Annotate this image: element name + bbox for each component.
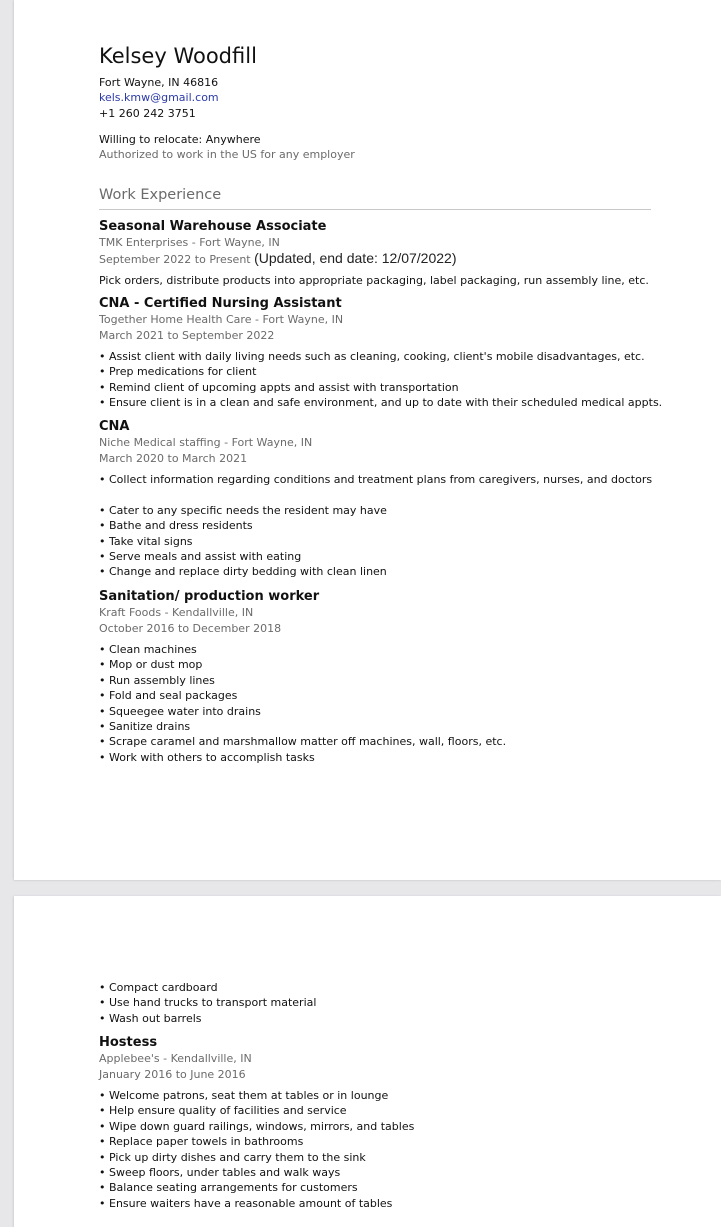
job-entry [99, 419, 689, 580]
job-entry [99, 589, 689, 765]
job-entry-continued [99, 980, 689, 1026]
job-location: Fort Wayne, IN [262, 313, 344, 326]
job-employer: Applebee's [99, 1052, 160, 1065]
job-bullets [99, 642, 689, 765]
list-item: • Wash out barrels [99, 1011, 689, 1026]
job-dates: January 2016 to June 2016 [99, 1067, 246, 1081]
section-divider [99, 209, 651, 210]
list-item: • Cater to any specific needs the resident may have [99, 503, 689, 518]
job-employer: TMK Enterprises [99, 236, 189, 249]
list-item: • Replace paper towels in bathrooms [99, 1134, 689, 1149]
list-item: • Change and replace dirty bedding with clean linen [99, 564, 689, 579]
phone: +1 260 242 3751 [99, 106, 196, 120]
list-item: • Ensure waiters have a reasonable amount of tables [99, 1196, 689, 1211]
job-employer-line: TMK Enterprises - Fort Wayne, IN [99, 236, 280, 249]
job-dates: March 2021 to September 2022 [99, 328, 275, 342]
job-dates: October 2016 to December 2018 [99, 621, 282, 635]
list-item: • Take vital signs [99, 534, 689, 549]
email-link[interactable]: kels.kmw@gmail.com [99, 91, 219, 105]
job-location: Kendallville, IN [170, 1052, 252, 1065]
section-title-work-experience: Work Experience [99, 187, 222, 203]
candidate-name: Kelsey Woodfill [99, 44, 257, 68]
job-employer-line: Kraft Foods - Kendallville, IN [99, 606, 254, 619]
job-title: Hostess [99, 1035, 158, 1050]
contact-block [99, 75, 219, 121]
job-employer: Together Home Health Care [99, 313, 252, 326]
list-item: • Fold and seal packages [99, 688, 689, 703]
list-item: • Balance seating arrangements for customers [99, 1180, 689, 1195]
relocate-text: Willing to relocate: Anywhere [99, 133, 261, 146]
job-title: Sanitation/ production worker [99, 589, 320, 604]
list-item: • Sanitize drains [99, 719, 689, 734]
job-bullets [99, 349, 689, 411]
list-item: • Prep medications for client [99, 364, 689, 379]
list-item: • Work with others to accomplish tasks [99, 750, 689, 765]
list-item: • Mop or dust mop [99, 657, 689, 672]
job-employer-line: Niche Medical staffing - Fort Wayne, IN [99, 436, 313, 449]
list-item: • Serve meals and assist with eating [99, 549, 689, 564]
list-item: • Run assembly lines [99, 673, 689, 688]
list-item: • Squeegee water into drains [99, 704, 689, 719]
job-entry [99, 1035, 689, 1211]
job-location: Fort Wayne, IN [231, 436, 313, 449]
work-preferences [99, 132, 355, 163]
job-employer: Kraft Foods [99, 606, 162, 619]
job-entry [99, 296, 689, 411]
list-item: • Sweep floors, under tables and walk ways [99, 1165, 689, 1180]
list-item: • Help ensure quality of facilities and service [99, 1103, 689, 1118]
list-item: • Use hand trucks to transport material [99, 995, 689, 1010]
list-item: • Assist client with daily living needs such as cleaning, cooking, client's mobile disadvantages, etc. [99, 349, 689, 364]
location: Fort Wayne, IN 46816 [99, 76, 219, 89]
authorization-text: Authorized to work in the US for any employer [99, 148, 355, 162]
job-dates: September 2022 to Present [99, 252, 251, 266]
job-dates-line [99, 251, 689, 268]
job-employer-line: Together Home Health Care - Fort Wayne, IN [99, 313, 344, 326]
job-bullets [99, 980, 689, 1026]
list-item: • Welcome patrons, seat them at tables or in lounge [99, 1088, 689, 1103]
job-location: Kendallville, IN [172, 606, 254, 619]
job-bullets [99, 472, 689, 580]
list-item: • Collect information regarding conditions and treatment plans from caregivers, nurses, and doctors [99, 472, 689, 487]
list-item: • Ensure client is in a clean and safe environment, and up to date with their scheduled medical appts. [99, 395, 689, 410]
job-employer: Niche Medical staffing [99, 436, 221, 449]
job-entry [99, 219, 689, 288]
job-dates: March 2020 to March 2021 [99, 451, 248, 465]
list-item: • Bathe and dress residents [99, 518, 689, 533]
job-title: CNA [99, 419, 130, 434]
job-title: CNA - Certified Nursing Assistant [99, 296, 342, 311]
job-description: Pick orders, distribute products into appropriate packaging, label packaging, run assembly line, etc. [99, 274, 649, 287]
job-title: Seasonal Warehouse Associate [99, 219, 327, 234]
job-location: Fort Wayne, IN [199, 236, 280, 249]
job-update-note: (Updated, end date: 12/07/2022) [254, 249, 457, 266]
resume-page-2 [14, 896, 721, 1227]
list-item: • Wipe down guard railings, windows, mirrors, and tables [99, 1119, 689, 1134]
list-item: • Clean machines [99, 642, 689, 657]
list-item: • Scrape caramel and marshmallow matter off machines, wall, floors, etc. [99, 734, 689, 749]
resume-page-1 [14, 0, 721, 880]
job-employer-line: Applebee's - Kendallville, IN [99, 1052, 252, 1065]
job-bullets [99, 1088, 689, 1211]
list-item: • Pick up dirty dishes and carry them to the sink [99, 1150, 689, 1165]
list-item: • Remind client of upcoming appts and assist with transportation [99, 380, 689, 395]
list-item: • Compact cardboard [99, 980, 689, 995]
